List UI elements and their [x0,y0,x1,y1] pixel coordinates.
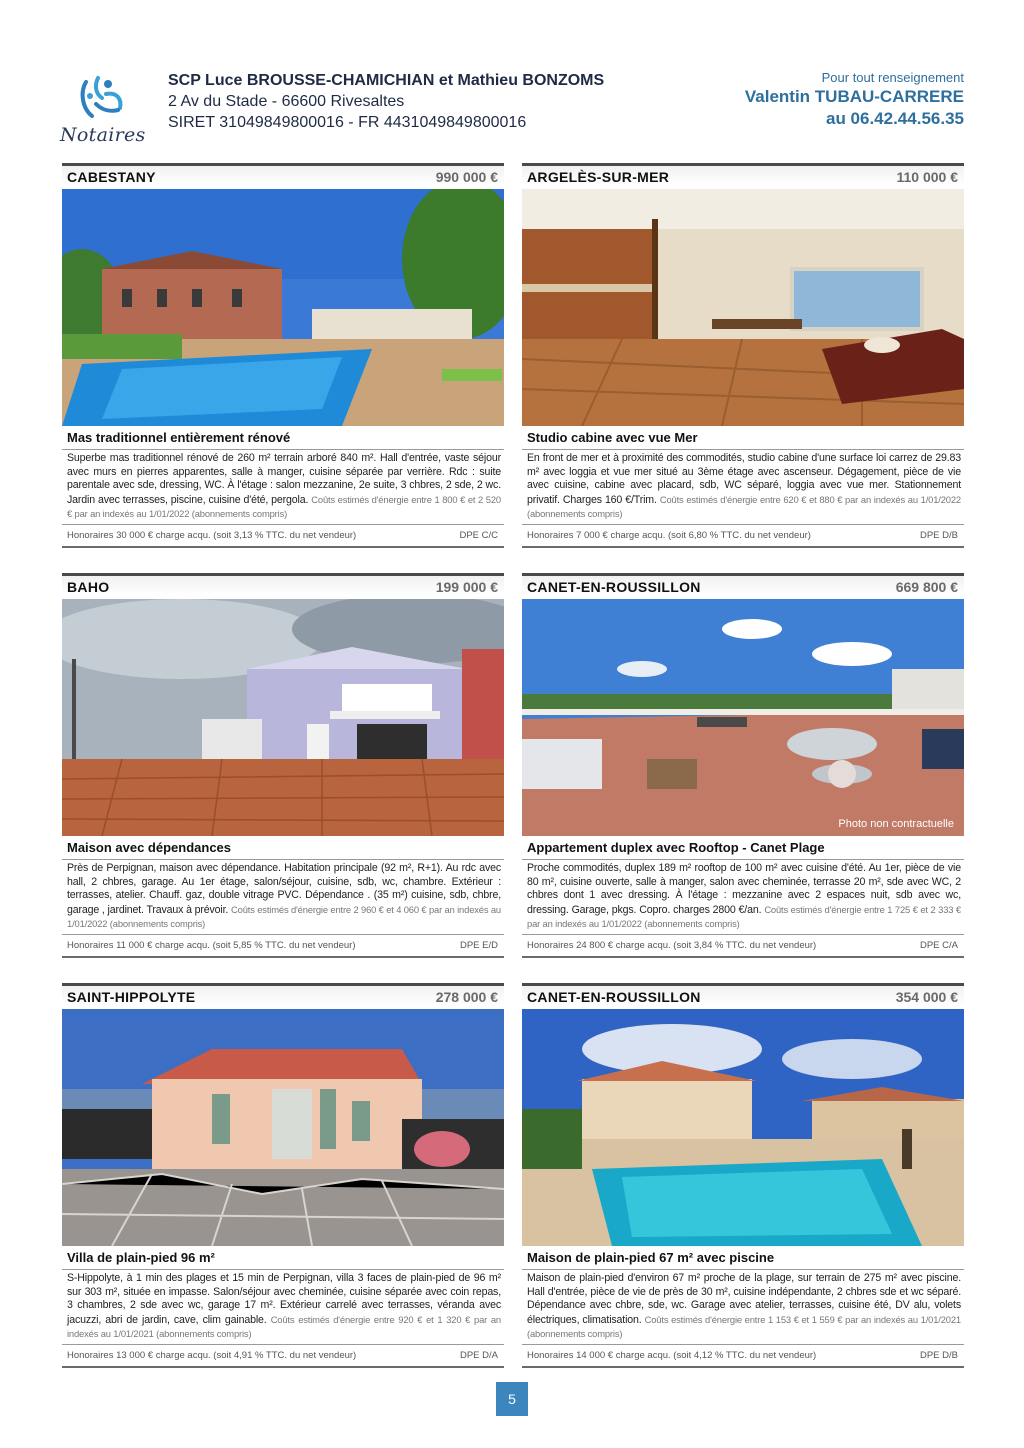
listing-card[interactable] [522,983,964,1383]
listing-fees: Honoraires 14 000 € charge acqu. (soit 4,12 % TTC. du net vendeur) [527,1350,817,1361]
listing-photo[interactable] [522,599,964,836]
listing-header [62,573,504,595]
listing-title: Mas traditionnel entièrement rénové [67,430,291,445]
divider [62,546,504,548]
listing-title: Maison avec dépendances [67,840,232,855]
notaires-emblem-icon [76,74,130,122]
listing-header [522,163,964,185]
listing-description [67,1272,501,1342]
contact-intro: Pour tout renseignement [821,70,964,85]
divider [522,1344,964,1345]
listing-dpe: DPE D/B [919,1350,958,1361]
listing-card[interactable] [522,163,964,563]
page-header [0,0,1024,160]
listing-dpe: DPE E/D [459,940,498,951]
divider [522,1366,964,1368]
office-name: SCP Luce BROUSSE-CHAMICHIAN et Mathieu BONZOMS [168,72,605,89]
listing-title: Appartement duplex avec Rooftop - Canet Plage [527,840,825,855]
energy-cost: Coûts estimés d'énergie entre 2 960 € et 4 060 € par an indexés au 1/01/2022 (abonnements compris) [67,903,501,930]
logo-text: Notaires [60,124,146,146]
listing-card[interactable] [62,573,504,973]
listing-card[interactable] [522,573,964,973]
listing-photo[interactable] [522,189,964,426]
listing-dpe: DPE C/C [459,530,498,541]
office-siret: SIRET 31049849800016 - FR 4431049849800016 [168,114,527,131]
divider [522,449,964,450]
listing-header [62,983,504,1005]
listing-city: CABESTANY [67,169,156,185]
description-text: En front de mer et à proximité des commodités, studio cabine d'une surface loi carrez de 29.83 m² avec loggia et vue mer situé au 3ème étage avec ascenseur. Dégagement, pièce de vie avec cuisine, cabine avec placard, sdb, WC séparé, loggia avec vue mer. Stationnement privatif. Charges 160 €/Trim. [527,452,961,506]
listing-description [527,862,961,932]
listing-fees: Honoraires 11 000 € charge acqu. (soit 5,85 % TTC. du net vendeur) [67,940,356,951]
divider [62,1366,504,1368]
office-address: 2 Av du Stade - 66600 Rivesaltes [168,93,405,110]
description-text: Proche commodités, duplex 189 m² rooftop de 100 m² avec cuisine d'été. Au 1er, pièce de vie 80 m², cuisine ouverte, salle à manger, salon avec cheminée, terrasse 20 m², sde avec WC, 2 chbres dont 1 avec dressing. À l'étage : mezzanine avec 2 espaces nuit, sdb avec wc, dressing. Garage, pkgs. Copro. charges 2800 €/an. [527,862,961,916]
listing-city: CANET-EN-ROUSSILLON [527,989,701,1005]
divider [62,956,504,958]
listing-header [522,983,964,1005]
listing-city: ARGELÈS-SUR-MER [527,169,670,185]
divider [522,1269,964,1270]
divider [522,546,964,548]
listing-description [67,452,501,522]
page-number: 5 [496,1382,528,1416]
listing-city: SAINT-HIPPOLYTE [67,989,196,1005]
office-info [168,70,604,133]
listing-dpe: DPE D/B [919,530,958,541]
contact-block [745,70,964,130]
listing-price: 199 000 € [435,579,498,595]
divider [522,859,964,860]
divider [62,524,504,525]
divider [522,956,964,958]
divider [522,524,964,525]
contact-agent: Valentin TUBAU-CARRERE [744,87,964,106]
listing-header [522,573,964,595]
listing-fees: Honoraires 24 800 € charge acqu. (soit 3,84 % TTC. du net vendeur) [527,940,817,951]
notaires-logo [58,74,158,154]
listing-fees: Honoraires 7 000 € charge acqu. (soit 6,80 % TTC. du net vendeur) [527,530,811,541]
listing-photo[interactable] [62,1009,504,1246]
listing-fees: Honoraires 30 000 € charge acqu. (soit 3,13 % TTC. du net vendeur) [67,530,357,541]
energy-cost: Coûts estimés d'énergie entre 620 € et 880 € par an indexés au 1/01/2022 (abonnements compris) [527,493,961,520]
listing-fees: Honoraires 13 000 € charge acqu. (soit 4,91 % TTC. du net vendeur) [67,1350,357,1361]
energy-cost: Coûts estimés d'énergie entre 920 € et 1 320 € par an indexés au 1/01/2021 (abonnements compris) [67,1313,501,1340]
listing-price: 669 800 € [895,579,958,595]
energy-cost: Coûts estimés d'énergie entre 1 800 € et 2 520 € par an indexés au 1/01/2022 (abonnements compris) [67,493,501,520]
description-text: Superbe mas traditionnel rénové de 260 m² terrain arboré 840 m². Hall d'entrée, vaste séjour avec murs en pierres apparentes, salle à manger, cuisine séparée par verrière. Rdc : suite parentale avec sde, dressing, WC. À l'étage : salon mezzanine, 2e suite, 3 chbres, 2 sde, 2 wc. Jardin avec terrasses, piscine, cuisine d'été, pergola. [67,452,501,506]
description-text: Maison de plain-pied d'environ 67 m² proche de la plage, sur terrain de 275 m² avec piscine. Hall d'entrée, pièce de vie de près de 30 m², cuisine indépendante, 2 chbres sde et wc séparé. Dépendance avec chbre, sde, wc. Garage avec atelier, terrasses, cuisine été, DV alu, volets électriques, climatisation. [527,1272,961,1326]
listing-city: BAHO [67,579,110,595]
listing-title: Villa de plain-pied 96 m² [67,1250,215,1265]
description-text: S-Hippolyte, à 1 min des plages et 15 min de Perpignan, villa 3 faces de plain-pied de 96 m² sur 303 m², située en impasse. Salon/séjour avec cheminée, cuisine séparée avec coin repas, 3 chambres, 2 sde avec wc, garage 17 m². Extérieur carrelé avec terrasses, véranda avec jacuzzi, abri de jardin, cave, clim gainable. [67,1272,501,1326]
listing-card[interactable] [62,163,504,563]
contact-phone[interactable]: au 06.42.44.56.35 [825,109,964,128]
divider [62,1269,504,1270]
description-text: Près de Perpignan, maison avec dépendance. Habitation principale (92 m², R+1). Au rdc avec hall, 2 chbres, garage. Au 1er étage, salon/séjour, cuisine, sdb, wc, chambre. Extérieur : terrasses, atelier. Chauff. gaz, double vitrage PVC. Dépendance . (35 m²) cuisine, sdb, chbre, garage , jardinet. Travaux à prévoir. [67,862,501,916]
listing-dpe: DPE C/A [919,940,958,951]
listing-title: Studio cabine avec vue Mer [527,430,698,445]
listing-dpe: DPE D/A [459,1350,498,1361]
listing-header [62,163,504,185]
energy-cost: Coûts estimés d'énergie entre 1 725 € et 2 333 € par an indexés au 1/01/2022 (abonnements compris) [527,903,961,930]
listing-price: 278 000 € [435,989,498,1005]
listing-photo[interactable] [62,189,504,426]
listing-card[interactable] [62,983,504,1383]
listing-photo[interactable] [62,599,504,836]
listing-price: 990 000 € [435,169,498,185]
listing-description [67,862,501,932]
photo-disclaimer: Photo non contractuelle [838,818,954,830]
listing-price: 110 000 € [896,169,958,185]
divider [62,1344,504,1345]
divider [62,934,504,935]
divider [522,934,964,935]
listing-description [527,1272,961,1342]
listing-city: CANET-EN-ROUSSILLON [527,579,701,595]
energy-cost: Coûts estimés d'énergie entre 1 153 € et 1 559 € par an indexés au 1/01/2021 (abonnements compris) [527,1313,961,1340]
divider [62,449,504,450]
listing-photo[interactable] [522,1009,964,1246]
listing-title: Maison de plain-pied 67 m² avec piscine [527,1250,775,1265]
listing-price: 354 000 € [895,989,958,1005]
listing-description [527,452,961,522]
divider [62,859,504,860]
